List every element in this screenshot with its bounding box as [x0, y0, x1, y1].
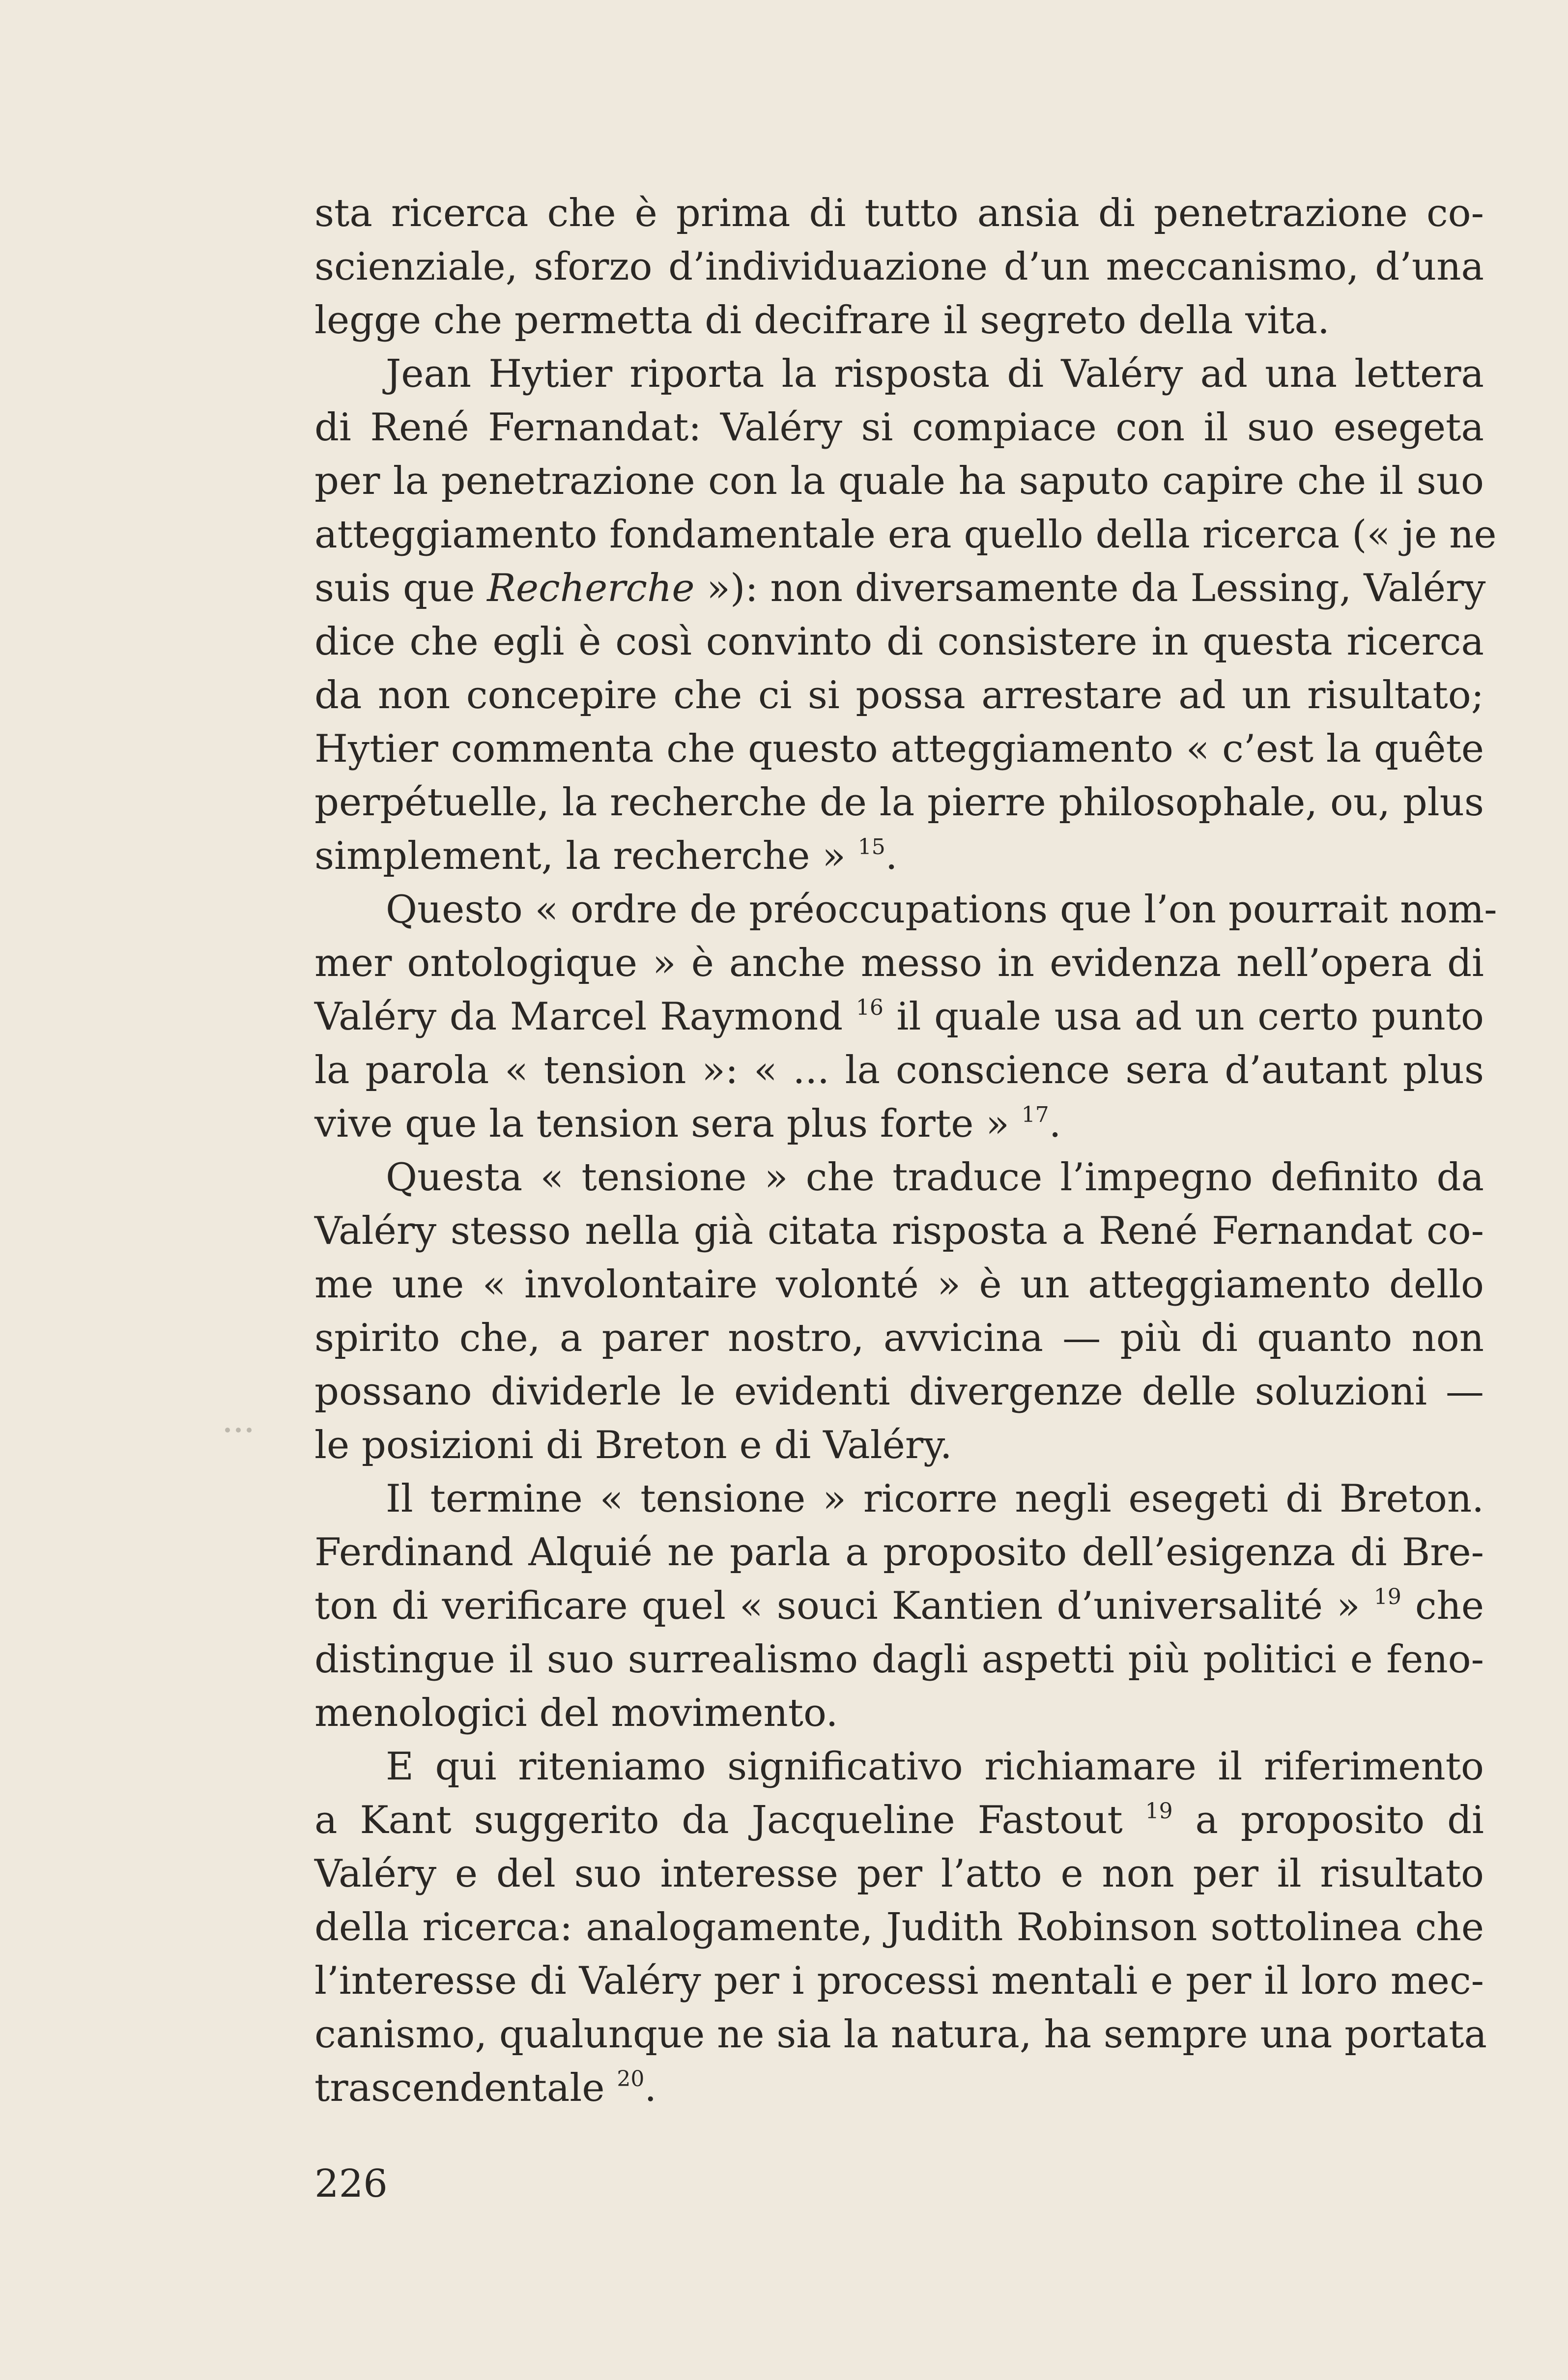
text-line: da non concepire che ci si possa arrestare ad un risultato;: [314, 673, 1484, 717]
text-line: Il termine « tensione » ricorre negli esegeti di Breton.: [386, 1477, 1484, 1521]
text-line: a Kant suggerito da Jacqueline Fastout $^{19}$ a proposito di: [314, 1798, 1484, 1842]
footnote-ref: 16: [855, 995, 884, 1020]
paper-speck: [247, 1428, 252, 1433]
text-line: atteggiamento fondamentale era quello della ricerca (« je ne: [314, 513, 1497, 557]
text-line: suis que Recherche »): non diversamente da Lessing, Valéry: [314, 566, 1486, 610]
text-line: Ferdinand Alquié ne parla a proposito dell’esigenza di Bre-: [314, 1530, 1484, 1575]
footnote-ref: 15: [857, 834, 885, 860]
paper-speck: [236, 1428, 241, 1433]
text-line: di René Fernandat: Valéry si compiace con il suo esegeta: [314, 405, 1484, 450]
footnote-ref: 19: [1145, 1799, 1173, 1824]
text-line: possano dividerle le evidenti divergenze delle soluzioni —: [314, 1370, 1484, 1414]
text-line: Jean Hytier riporta la risposta di Valéry ad una lettera: [386, 352, 1484, 396]
text-line: la parola « tension »: « ... la conscience sera d’autant plus: [314, 1048, 1484, 1092]
page-number: 226: [314, 2162, 388, 2206]
text-line: perpétuelle, la recherche de la pierre philosophale, ou, plus: [314, 780, 1484, 825]
text-line: me une « involontaire volonté » è un atteggiamento dello: [314, 1262, 1484, 1307]
text-line: scienziale, sforzo d’individuazione d’un meccanismo, d’una: [314, 245, 1484, 289]
text-line: della ricerca: analogamente, Judith Robinson sottolinea che: [314, 1905, 1484, 1950]
text-line: trascendentale $^{20}$.: [314, 2066, 657, 2110]
text-line: vive que la tension sera plus forte » $^{17}$.: [314, 1102, 1061, 1146]
italic-title: Recherche: [487, 566, 695, 610]
text-line: menologici del movimento.: [314, 1691, 838, 1735]
text-line: Valéry e del suo interesse per l’atto e non per il risultato: [314, 1852, 1484, 1896]
text-line: spirito che, a parer nostro, avvicina — più di quanto non: [314, 1316, 1484, 1360]
text-line: distingue il suo surrealismo dagli aspetti più politici e feno-: [314, 1637, 1484, 1682]
text-line: le posizioni di Breton e di Valéry.: [314, 1423, 952, 1467]
text-line: E qui riteniamo significativo richiamare il riferimento: [386, 1745, 1484, 1789]
text-line: Questa « tensione » che traduce l’impegno definito da: [386, 1155, 1484, 1200]
text-line: Valéry stesso nella già citata risposta a René Fernandat co-: [314, 1209, 1484, 1253]
text-line: Questo « ordre de préoccupations que l’on pourrait nom-: [386, 888, 1497, 932]
text-line: legge che permetta di decifrare il segreto della vita.: [314, 298, 1330, 343]
text-line: mer ontologique » è anche messo in evidenza nell’opera di: [314, 941, 1484, 985]
body-text: [314, 187, 1497, 2115]
text-line: per la penetrazione con la quale ha saputo capire che il suo: [314, 459, 1484, 503]
text-line: sta ricerca che è prima di tutto ansia di penetrazione co-: [314, 191, 1484, 235]
text-line: Hytier commenta che questo atteggiamento « c’est la quête: [314, 727, 1484, 771]
paper-speck: [225, 1428, 230, 1433]
footnote-ref: 20: [617, 2066, 645, 2092]
text-line: l’interesse di Valéry per i processi mentali e per il loro mec-: [314, 1959, 1484, 2003]
footnote-ref: 19: [1373, 1584, 1401, 1609]
text-line: simplement, la recherche » $^{15}$.: [314, 834, 898, 878]
text-line: canismo, qualunque ne sia la natura, ha sempre una portata: [314, 2012, 1487, 2057]
text-line: ton di verificare quel « souci Kantien d’universalité » $^{19}$ che: [314, 1584, 1484, 1628]
footnote-ref: 17: [1021, 1102, 1049, 1127]
text-line: dice che egli è così convinto di consistere in questa ricerca: [314, 620, 1484, 664]
text-line: Valéry da Marcel Raymond $^{16}$ il quale usa ad un certo punto: [314, 995, 1484, 1039]
